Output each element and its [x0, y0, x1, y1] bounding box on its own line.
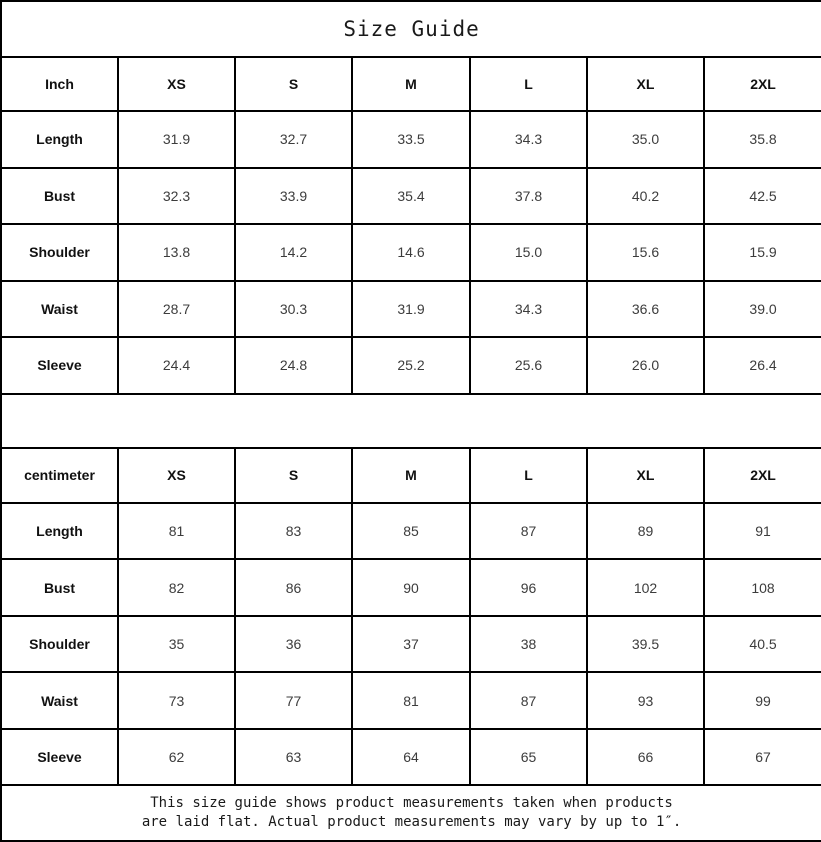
measurement-value: 67 — [704, 729, 821, 786]
measurement-value: 32.3 — [118, 168, 235, 225]
measurement-label: Shoulder — [1, 224, 118, 281]
measurement-value: 32.7 — [235, 111, 352, 168]
measurement-value: 24.4 — [118, 337, 235, 394]
size-header-2xl: 2XL — [704, 57, 821, 112]
cm-waist-row — [1, 672, 821, 729]
spacer-row — [1, 394, 821, 449]
measurement-label: Length — [1, 503, 118, 560]
measurement-value: 83 — [235, 503, 352, 560]
measurement-value: 65 — [470, 729, 587, 786]
measurement-value: 33.5 — [352, 111, 470, 168]
measurement-value: 81 — [352, 672, 470, 729]
measurement-value: 102 — [587, 559, 704, 616]
measurement-value: 13.8 — [118, 224, 235, 281]
measurement-label: Bust — [1, 168, 118, 225]
size-header-l: L — [470, 57, 587, 112]
measurement-value: 31.9 — [352, 281, 470, 338]
measurement-value: 14.2 — [235, 224, 352, 281]
measurement-value: 81 — [118, 503, 235, 560]
cm-bust-row — [1, 559, 821, 616]
centimeter-header-row — [1, 448, 821, 503]
cm-length-row — [1, 503, 821, 560]
measurement-value: 37 — [352, 616, 470, 673]
measurement-value: 40.5 — [704, 616, 821, 673]
size-header-m: M — [352, 57, 470, 112]
measurement-value: 63 — [235, 729, 352, 786]
measurement-value: 24.8 — [235, 337, 352, 394]
measurement-value: 66 — [587, 729, 704, 786]
measurement-label: Sleeve — [1, 729, 118, 786]
measurement-value: 86 — [235, 559, 352, 616]
cm-shoulder-row — [1, 616, 821, 673]
measurement-value: 62 — [118, 729, 235, 786]
measurement-label: Shoulder — [1, 616, 118, 673]
size-header-s: S — [235, 57, 352, 112]
measurement-value: 89 — [587, 503, 704, 560]
page-title: Size Guide — [1, 1, 821, 57]
measurement-value: 40.2 — [587, 168, 704, 225]
measurement-value: 15.0 — [470, 224, 587, 281]
cm-sleeve-row — [1, 729, 821, 786]
measurement-value: 108 — [704, 559, 821, 616]
measurement-value: 15.9 — [704, 224, 821, 281]
measurement-value: 14.6 — [352, 224, 470, 281]
measurement-value: 26.0 — [587, 337, 704, 394]
measurement-value: 91 — [704, 503, 821, 560]
measurement-value: 87 — [470, 672, 587, 729]
inch-sleeve-row — [1, 337, 821, 394]
measurement-value: 35.0 — [587, 111, 704, 168]
measurement-value: 25.2 — [352, 337, 470, 394]
measurement-value: 15.6 — [587, 224, 704, 281]
measurement-value: 42.5 — [704, 168, 821, 225]
measurement-value: 35.4 — [352, 168, 470, 225]
size-header-xl: XL — [587, 57, 704, 112]
measurement-value: 77 — [235, 672, 352, 729]
measurement-value: 90 — [352, 559, 470, 616]
measurement-value: 35.8 — [704, 111, 821, 168]
inch-waist-row — [1, 281, 821, 338]
inch-length-row — [1, 111, 821, 168]
measurement-value: 25.6 — [470, 337, 587, 394]
footer-note-line1: This size guide shows product measurements taken when products — [150, 795, 673, 812]
spacer-cell — [1, 394, 821, 449]
measurement-value: 96 — [470, 559, 587, 616]
footer-note-line2: are laid flat. Actual product measurements may vary by up to 1″. — [141, 814, 682, 831]
measurement-label: Length — [1, 111, 118, 168]
size-header-xs: XS — [118, 57, 235, 112]
measurement-label: Waist — [1, 672, 118, 729]
size-header-l: L — [470, 448, 587, 503]
measurement-value: 37.8 — [470, 168, 587, 225]
unit-header-inch: Inch — [1, 57, 118, 112]
measurement-value: 87 — [470, 503, 587, 560]
measurement-value: 85 — [352, 503, 470, 560]
measurement-value: 82 — [118, 559, 235, 616]
measurement-value: 39.0 — [704, 281, 821, 338]
measurement-value: 28.7 — [118, 281, 235, 338]
measurement-value: 93 — [587, 672, 704, 729]
measurement-value: 31.9 — [118, 111, 235, 168]
measurement-label: Bust — [1, 559, 118, 616]
measurement-value: 34.3 — [470, 111, 587, 168]
size-header-2xl: 2XL — [704, 448, 821, 503]
footer-note — [1, 785, 821, 841]
title-row — [1, 1, 821, 57]
measurement-value: 73 — [118, 672, 235, 729]
measurement-value: 34.3 — [470, 281, 587, 338]
measurement-value: 64 — [352, 729, 470, 786]
inch-header-row — [1, 57, 821, 112]
measurement-value: 36 — [235, 616, 352, 673]
measurement-value: 36.6 — [587, 281, 704, 338]
size-header-s: S — [235, 448, 352, 503]
measurement-label: Waist — [1, 281, 118, 338]
inch-shoulder-row — [1, 224, 821, 281]
size-header-xl: XL — [587, 448, 704, 503]
measurement-value: 38 — [470, 616, 587, 673]
measurement-value: 39.5 — [587, 616, 704, 673]
size-header-m: M — [352, 448, 470, 503]
measurement-value: 99 — [704, 672, 821, 729]
inch-bust-row — [1, 168, 821, 225]
measurement-value: 26.4 — [704, 337, 821, 394]
measurement-value: 30.3 — [235, 281, 352, 338]
measurement-value: 35 — [118, 616, 235, 673]
size-header-xs: XS — [118, 448, 235, 503]
footer-row — [1, 785, 821, 841]
measurement-value: 33.9 — [235, 168, 352, 225]
unit-header-centimeter: centimeter — [1, 448, 118, 503]
measurement-label: Sleeve — [1, 337, 118, 394]
